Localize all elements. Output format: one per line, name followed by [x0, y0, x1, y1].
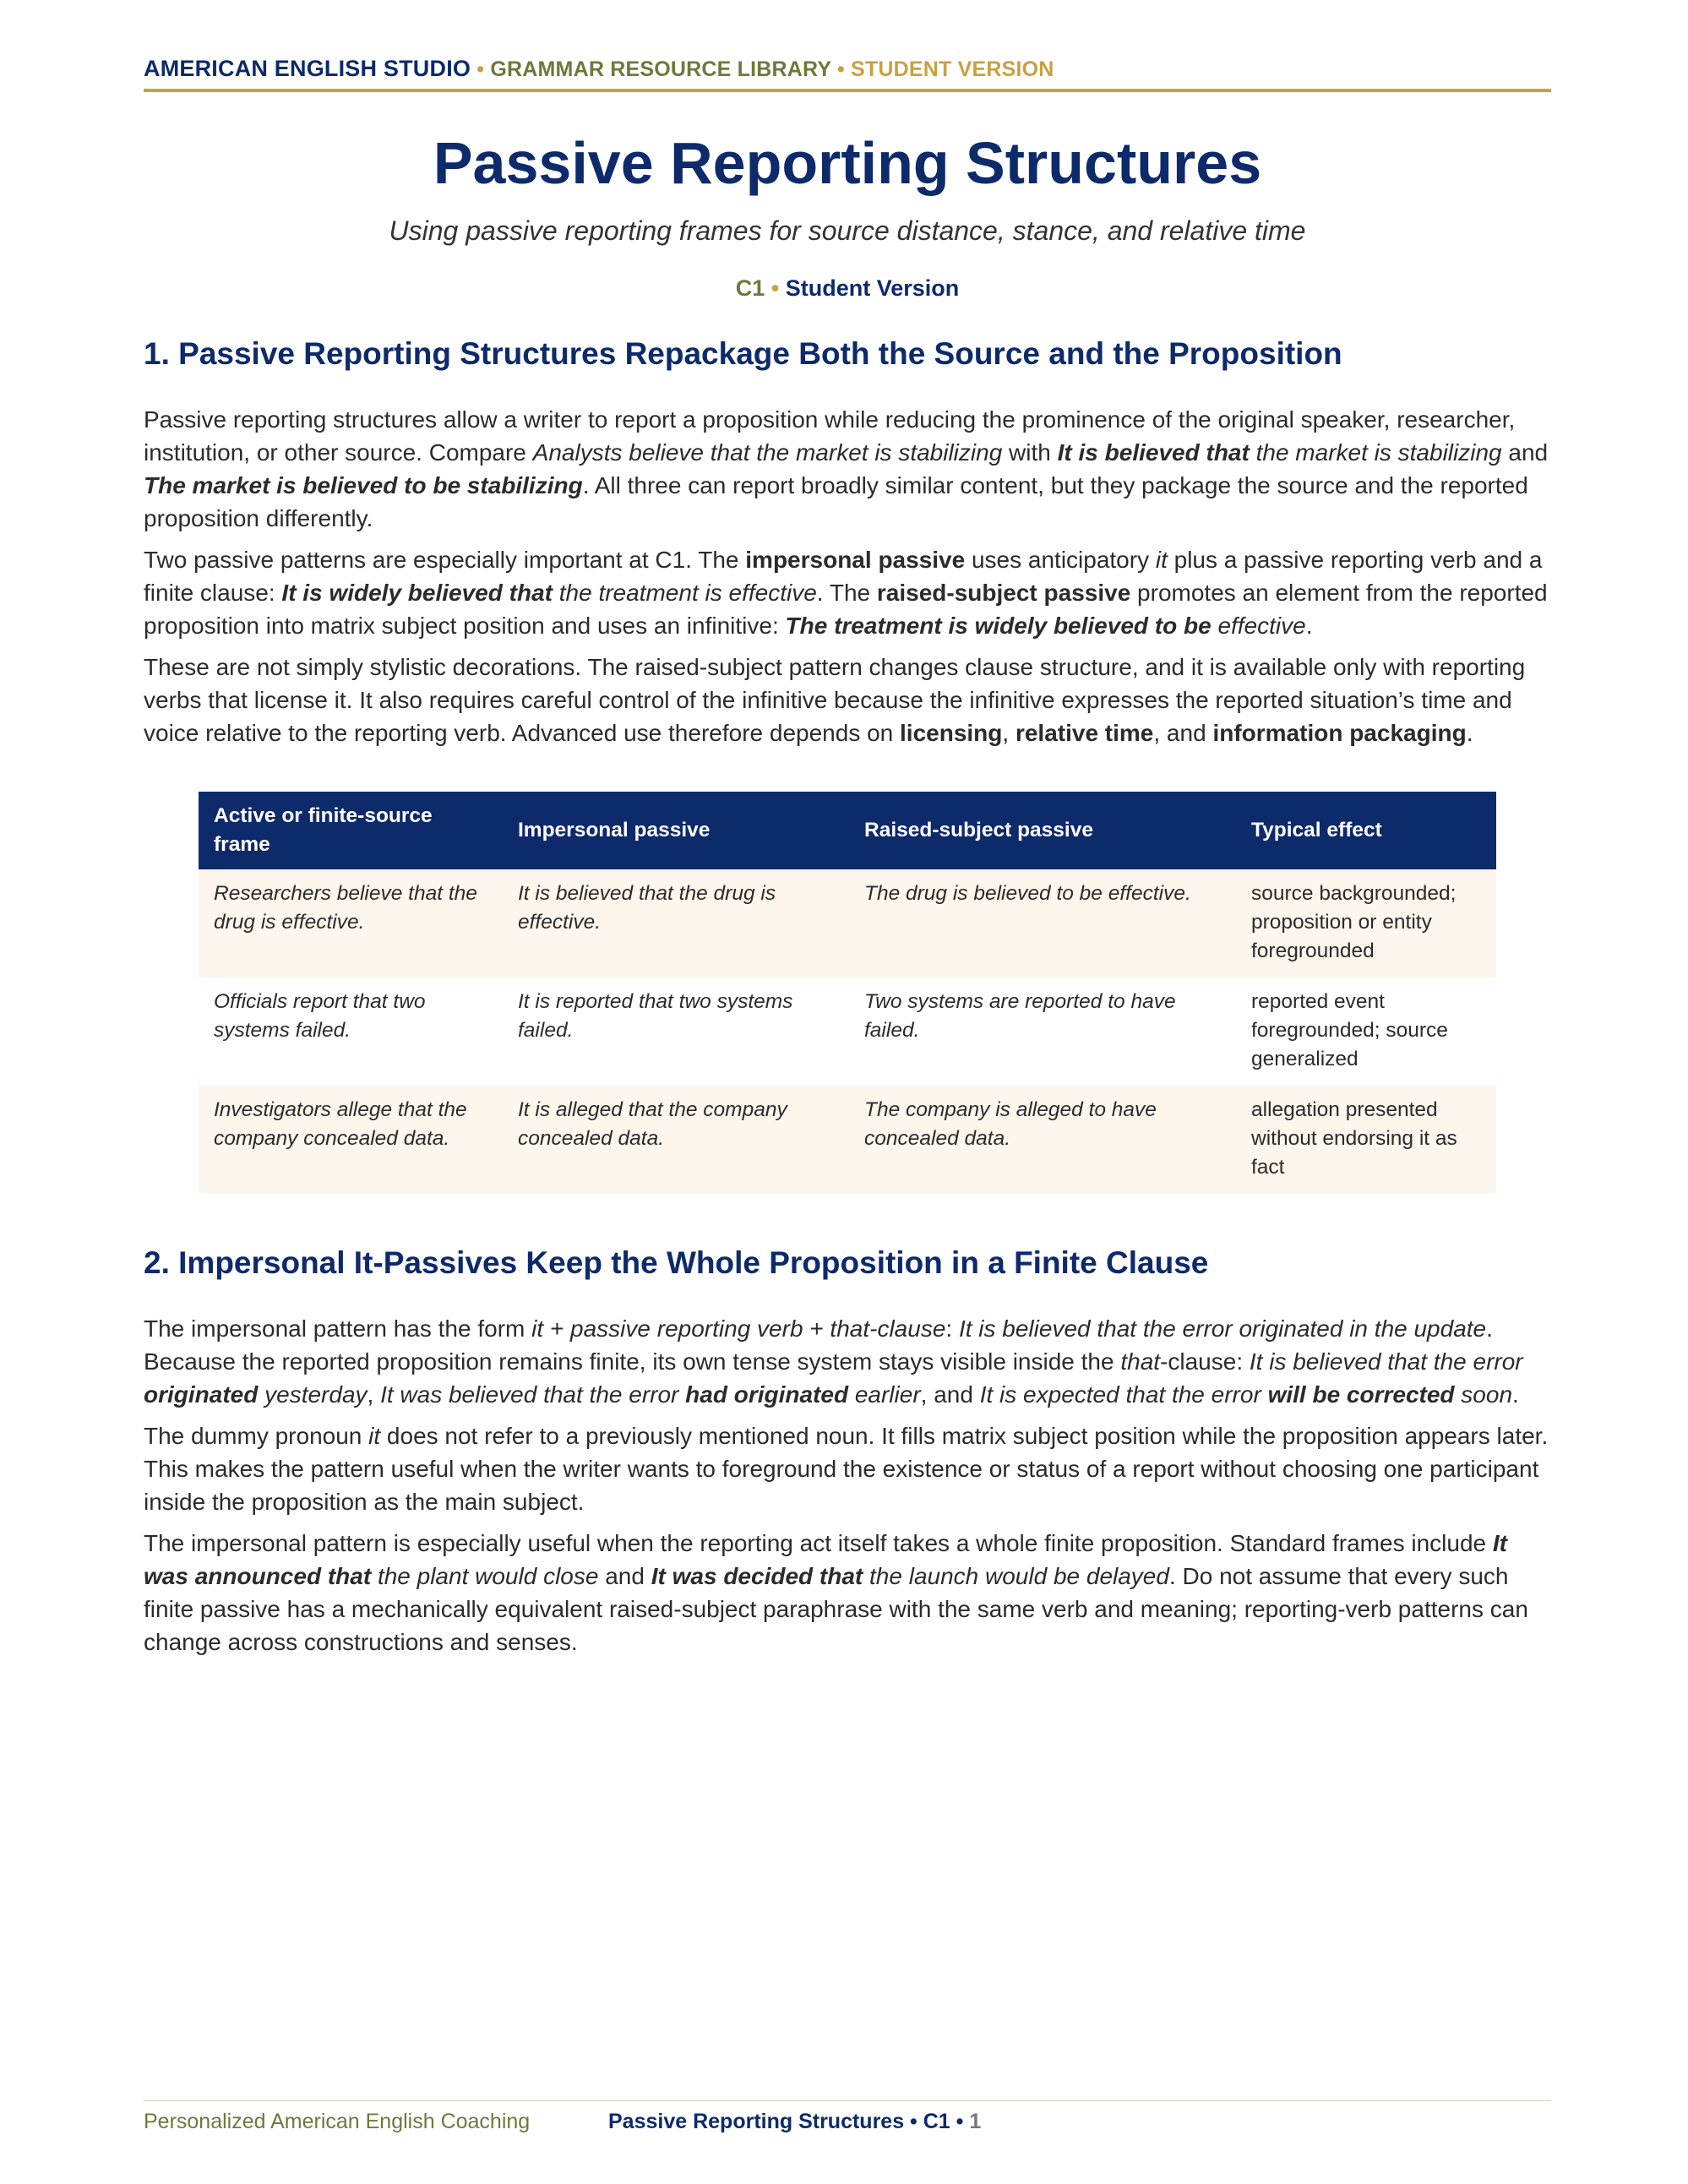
text-run: . Because the reported proposition remains finite, its own tense system stays visible inside the: [144, 1315, 1493, 1375]
page-title: Passive Reporting Structures: [433, 130, 1262, 196]
text-run-bold: impersonal passive: [745, 546, 966, 573]
text-run: . Do not assume that every such finite passive has a mechanically equivalent raised-subject paraphrase with the same verb and meaning; reporting-verb patterns can change across constructions and senses.: [144, 1563, 1528, 1656]
table-header-cell: Impersonal passive: [503, 792, 849, 869]
text-run: .: [1512, 1381, 1519, 1408]
text-run: These are not simply stylistic decorations. The raised-subject pattern changes clause structure, and it is available only with reporting verbs that license it. It also requires careful control of the infinitive because the infinitive expresses the reported situation’s time and voice relative to the reporting verb. Advanced use therefore depends on: [144, 653, 1526, 746]
text-run-italic: it: [1155, 546, 1168, 573]
table-row: [199, 869, 1496, 978]
text-run: . The: [816, 579, 877, 606]
table-cell: Two systems are reported to have failed.: [849, 978, 1236, 1086]
section-2-paragraph-3: [144, 1527, 1551, 1658]
text-run-italic: it: [368, 1423, 381, 1450]
text-run: uses anticipatory: [965, 546, 1156, 573]
text-run: and: [1501, 438, 1549, 466]
text-run: Passive reporting structures allow a writer to report a proposition while reducing the prominence of the original speaker, researcher, institution, or other source. Compare: [144, 406, 1516, 466]
text-run-bold-italic: had originated: [685, 1381, 849, 1408]
text-run-italic: that: [1120, 1348, 1161, 1375]
text-run: :: [945, 1315, 959, 1343]
masthead-separator: •: [471, 57, 491, 81]
text-run: The impersonal pattern has the form: [144, 1315, 532, 1343]
text-run: Two passive patterns are especially important at C1. The: [144, 546, 746, 573]
section-2-heading: 2. Impersonal It-Passives Keep the Whole Proposition in a Finite Clause: [144, 1244, 1209, 1280]
table-cell: Officials report that two systems failed.: [199, 978, 503, 1086]
text-run: promotes an element from the reported proposition into matrix subject position and uses an infinitive:: [144, 579, 1548, 639]
level-separator: •: [765, 275, 786, 301]
table-header-cell: Raised-subject passive: [849, 792, 1236, 869]
text-run: . All three can report broadly similar content, but they package the source and the reported proposition differently.: [144, 471, 1528, 531]
table-cell: Researchers believe that the drug is effective.: [199, 869, 503, 978]
table-cell: It is reported that two systems failed.: [503, 978, 849, 1086]
text-run: [553, 580, 559, 606]
text-run-bold-italic: originated: [144, 1381, 259, 1408]
text-run: .: [1466, 719, 1473, 746]
text-run: The dummy pronoun: [144, 1423, 369, 1450]
text-run: plus a passive reporting verb and a finite clause:: [144, 546, 1543, 606]
table-cell: The company is alleged to have concealed data.: [849, 1086, 1236, 1194]
text-run: [371, 1563, 378, 1589]
page-number: 1: [969, 2110, 982, 2133]
text-run-bold: relative time: [1015, 719, 1154, 746]
table-row: [199, 1086, 1496, 1194]
text-run: .: [1305, 612, 1313, 639]
footer-running-title: [608, 2110, 981, 2134]
document-page: [144, 0, 1551, 1658]
section-1-heading: 1. Passive Reporting Structures Repackage Both the Source and the Proposition: [144, 335, 1342, 371]
text-run-italic: It was believed that the error: [380, 1381, 686, 1408]
table-cell: The drug is believed to be effective.: [849, 869, 1236, 978]
text-run-bold-italic: It was decided that: [651, 1563, 863, 1590]
masthead-version: STUDENT VERSION: [851, 57, 1054, 81]
level-badge: [144, 275, 1551, 302]
table-cell: allegation presented without endorsing it as fact: [1236, 1086, 1496, 1194]
page-footer: [144, 2100, 1551, 2134]
table-cell: source backgrounded; proposition or entity foregrounded: [1236, 869, 1496, 978]
masthead-library: GRAMMAR RESOURCE LIBRARY: [490, 57, 831, 81]
text-run-bold-italic: It is believed that: [1057, 438, 1250, 466]
text-run-bold-italic: The market is believed to be stabilizing: [144, 471, 583, 498]
section-2-paragraph-2: [144, 1419, 1551, 1518]
text-run-bold-italic: It was announced that: [144, 1530, 1507, 1590]
text-run-bold-italic: It is widely believed that: [281, 579, 553, 606]
text-run: The impersonal pattern is especially useful when the reporting act itself takes a whole finite proposition. Standard frames include: [144, 1530, 1493, 1557]
masthead: [144, 56, 1551, 92]
table-cell: It is believed that the drug is effective.: [503, 869, 849, 978]
text-run: [863, 1563, 869, 1589]
masthead-separator: •: [830, 57, 852, 81]
text-run-bold: licensing: [900, 719, 1003, 746]
text-run-italic: It is expected that the error: [979, 1381, 1268, 1408]
text-run: -clause:: [1160, 1348, 1250, 1375]
text-run: [1250, 439, 1256, 466]
text-run-italic: it + passive reporting verb + that-clause: [531, 1315, 946, 1343]
text-run-italic: It is believed that the error originated in the update: [958, 1315, 1487, 1343]
table-row: [199, 978, 1496, 1086]
section-2-paragraph-1: [144, 1312, 1551, 1411]
text-run-italic: yesterday: [258, 1381, 368, 1408]
table-header-row: [199, 792, 1496, 869]
footer-title: Passive Reporting Structures • C1 •: [608, 2110, 964, 2133]
text-run-bold-italic: will be corrected: [1267, 1381, 1455, 1408]
text-run-bold-italic: The treatment is widely believed to be: [785, 612, 1212, 639]
table-header-cell: Active or finite-source frame: [199, 792, 503, 869]
text-run-italic: earlier: [848, 1381, 921, 1408]
text-run-italic: the treatment is effective: [558, 579, 817, 606]
level-label: Student Version: [785, 275, 960, 301]
masthead-brand: AMERICAN ENGLISH STUDIO: [144, 56, 471, 81]
text-run-italic: It is believed that the error: [1249, 1348, 1523, 1375]
text-run-italic: the market is stabilizing: [1255, 438, 1502, 466]
table-cell: Investigators allege that the company concealed data.: [199, 1086, 503, 1194]
text-run: and: [598, 1563, 651, 1590]
text-run-italic: the plant would close: [377, 1563, 599, 1590]
section-1-paragraph-1: [144, 403, 1551, 535]
text-run-bold: raised-subject passive: [876, 579, 1131, 606]
table-cell: It is alleged that the company concealed data.: [503, 1086, 849, 1194]
text-run-italic: soon: [1454, 1381, 1513, 1408]
page-subtitle: Using passive reporting frames for source distance, stance, and relative time: [389, 215, 1306, 246]
text-run: ,: [1002, 719, 1016, 746]
text-run: does not refer to a previously mentioned noun. It fills matrix subject position while the proposition appears later. This makes the pattern useful when the writer wants to foreground the existence or status of a report without choosing one participant inside the proposition as the main subject.: [144, 1423, 1549, 1516]
text-run: ,: [367, 1381, 381, 1408]
table-cell: reported event foregrounded; source generalized: [1236, 978, 1496, 1086]
comparison-table: [199, 792, 1496, 1194]
text-run-italic: the launch would be delayed: [869, 1563, 1169, 1590]
section-1-paragraph-2: [144, 543, 1551, 642]
text-run-italic: Analysts believe that the market is stabilizing: [532, 438, 1003, 466]
text-run: with: [1002, 438, 1058, 466]
text-run-italic: effective: [1217, 612, 1306, 639]
text-run-bold: information packaging: [1212, 719, 1467, 746]
footer-brand: Personalized American English Coaching: [144, 2110, 531, 2133]
table-header-cell: Typical effect: [1236, 792, 1496, 869]
text-run: , and: [920, 1381, 980, 1408]
section-1-paragraph-3: [144, 651, 1551, 749]
text-run: , and: [1153, 719, 1213, 746]
level-code: C1: [735, 275, 765, 301]
